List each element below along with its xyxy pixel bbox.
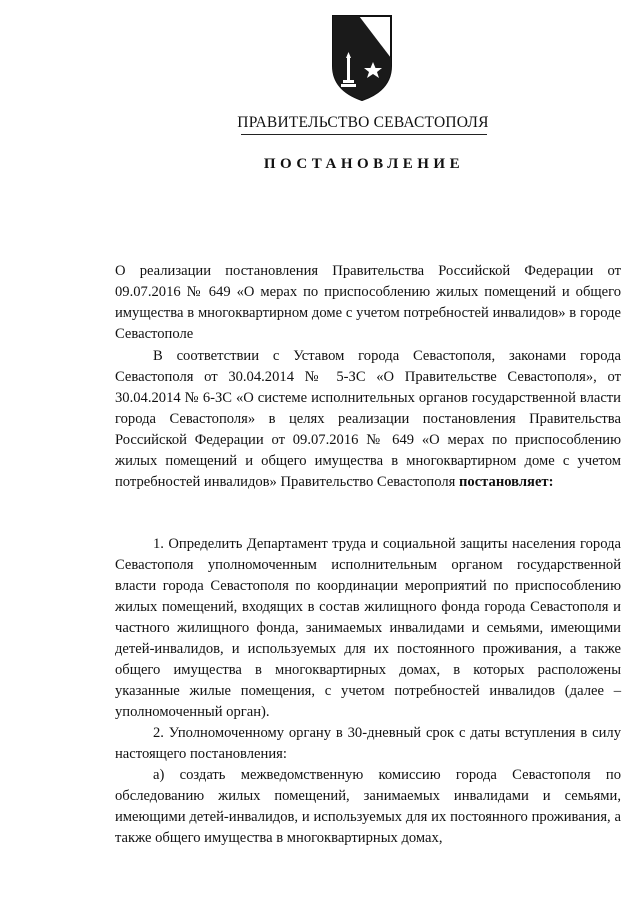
preamble-text: В соответствии с Уставом города Севастополя, законами города Севастополя от 30.04.2014 № 5-ЗС «О Правительстве Севастополя», от 30.04.2014 № 6-ЗС «О системе исполнительных органов государственной власти города Севастополя» в целях реализации постановления Правительства Российской Федерации от 09.07.2016 № 649 «О мерах по приспособлению жилых помещений и общего имущества в многоквартирном доме с учетом потребностей инвалидов» Правительство Севастополя	[115, 348, 621, 490]
resolves-word: постановляет	[459, 474, 549, 490]
subject-text: О реализации постановления Правительства Российской Федерации от 09.07.2016 № 649 «О мерах по приспособлению жилых помещений и общего имущества в многоквартирном доме с учетом потребностей инвалидов» в городе Севастополе	[115, 263, 621, 342]
item-paragraph: 2. Уполномоченному органу в 30-дневный срок с даты вступления в силу настоящего постановления:	[115, 725, 621, 762]
resolution-items	[115, 534, 621, 849]
document-type: ПОСТАНОВЛЕНИЕ	[263, 156, 465, 172]
item-paragraph: 1. Определить Департамент труда и социальной защиты населения города Севастополя уполномоченным исполнительным органом государственной власти города Севастополя по координации мероприятий по приспособлению жилых помещений, входящих в состав жилищного фонда города Севастополя и частного жилищного фонда, занимаемых инвалидами и семьями, имеющими детей-инвалидов, и используемых для их постоянного проживания, а также общего имущества в многоквартирных домах, в которых расположены указанные жилые помещения, с учетом потребностей инвалидов (далее – уполномоченный орган).	[115, 536, 621, 720]
preamble-block	[115, 346, 621, 493]
subject-block	[115, 261, 621, 345]
sevastopol-coat-of-arms-icon	[329, 12, 395, 104]
preamble-paragraph	[115, 346, 621, 493]
resolves-colon: :	[548, 474, 554, 490]
government-title: ПРАВИТЕЛЬСТВО СЕВАСТОПОЛЯ	[237, 114, 489, 131]
title-underline	[241, 134, 487, 135]
item-paragraph: а) создать межведомственную комиссию города Севастополя по обследованию жилых помещений, занимаемых инвалидами и семьями, имеющими детей-инвалидов, и используемых для их постоянного проживания, а также общего имущества в многоквартирных домах,	[115, 767, 621, 846]
